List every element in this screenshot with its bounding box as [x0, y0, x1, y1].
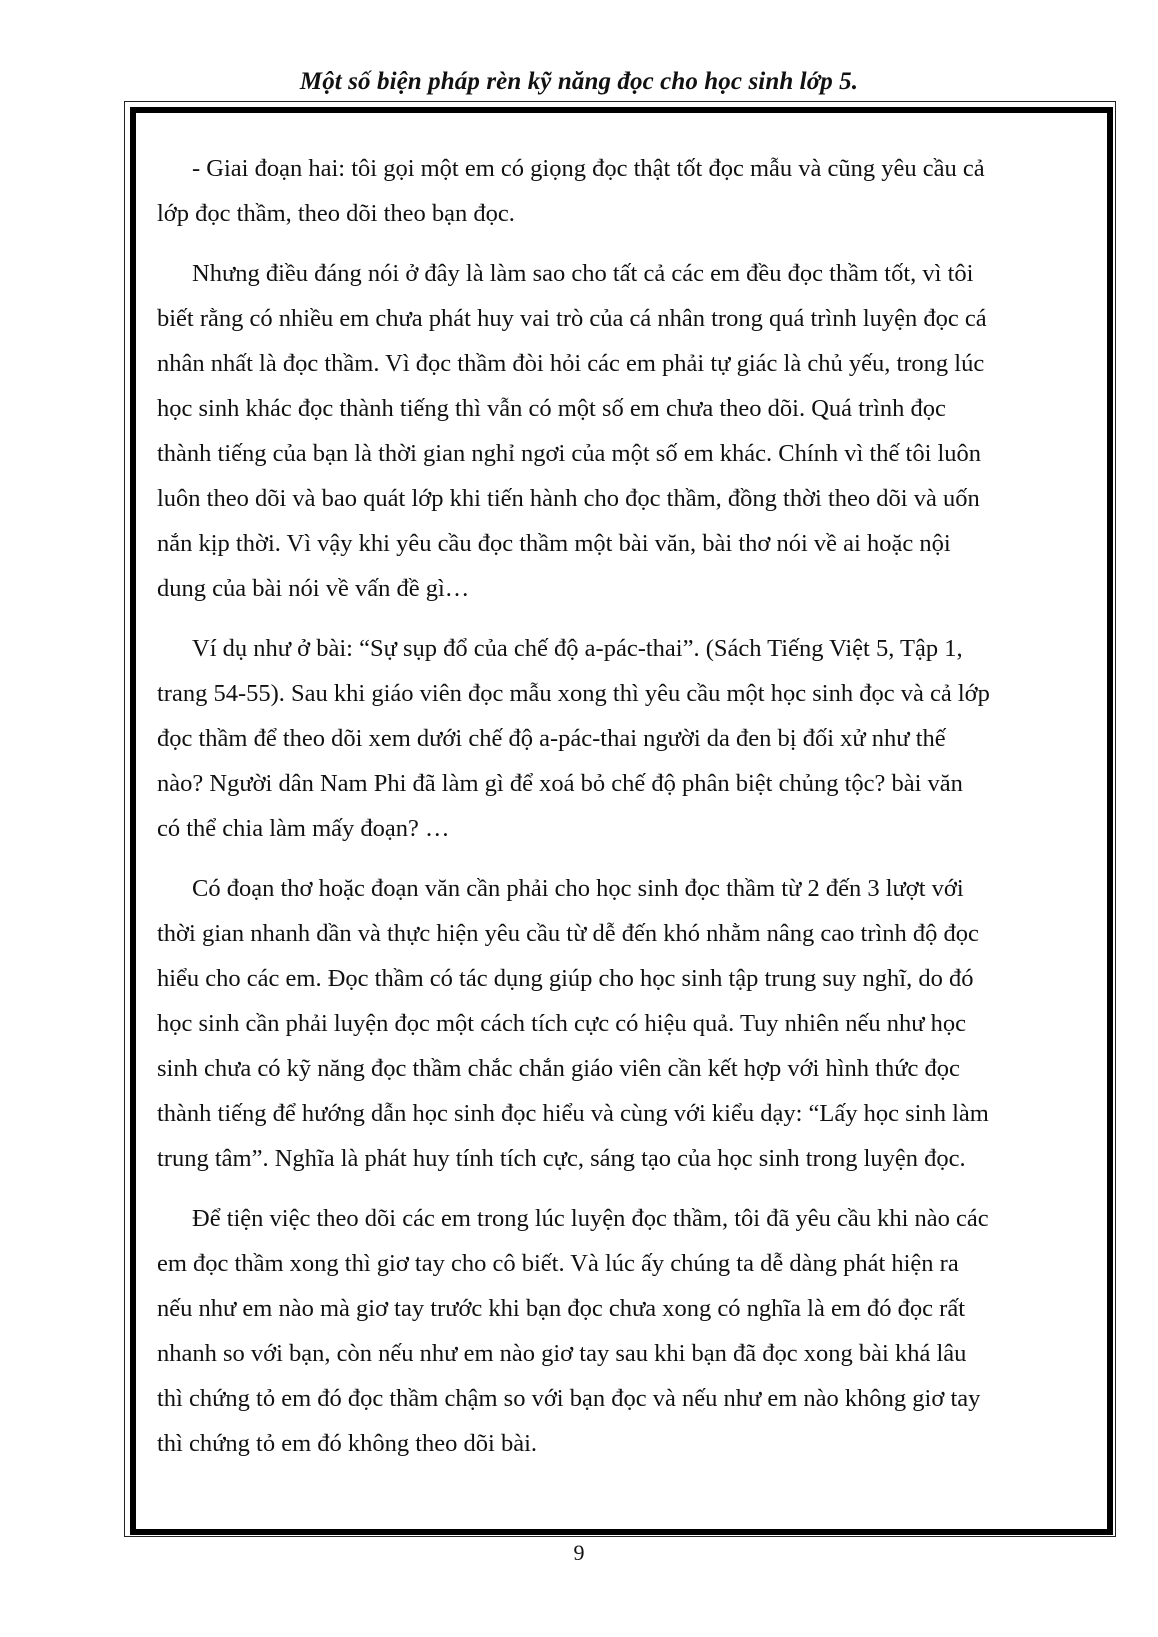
- text-line: nhân nhất là đọc thầm. Vì đọc thầm đòi hỏi các em phải tự giác là chủ yếu, trong lúc: [157, 350, 985, 377]
- text-line: có thể chia làm mấy đoạn? …: [157, 815, 450, 842]
- text-line: hiểu cho các em. Đọc thầm có tác dụng giúp cho học sinh tập trung suy nghĩ, do đó: [157, 965, 974, 992]
- text-line: nắn kịp thời. Vì vậy khi yêu cầu đọc thầm một bài văn, bài thơ nói về ai hoặc nội: [157, 530, 951, 557]
- page-header-title: Một số biện pháp rèn kỹ năng đọc cho học sinh lớp 5.: [299, 68, 859, 95]
- text-line: học sinh khác đọc thành tiếng thì vẫn có một số em chưa theo dõi. Quá trình đọc: [157, 395, 946, 422]
- text-line: Để tiện việc theo dõi các em trong lúc luyện đọc thầm, tôi đã yêu cầu khi nào các: [192, 1205, 989, 1232]
- text-line: thời gian nhanh dần và thực hiện yêu cầu từ dễ đến khó nhằm nâng cao trình độ đọc: [157, 920, 979, 947]
- text-line: thành tiếng của bạn là thời gian nghỉ ngơi của một số em khác. Chính vì thế tôi luôn: [157, 440, 982, 467]
- text-line: - Giai đoạn hai: tôi gọi một em có giọng đọc thật tốt đọc mẫu và cũng yêu cầu cả: [192, 155, 985, 182]
- text-line: thì chứng tỏ em đó không theo dõi bài.: [157, 1430, 538, 1457]
- text-line: Nhưng điều đáng nói ở đây là làm sao cho tất cả các em đều đọc thầm tốt, vì tôi: [192, 260, 974, 287]
- text-line: nếu như em nào mà giơ tay trước khi bạn đọc chưa xong có nghĩa là em đó đọc rất: [157, 1295, 965, 1322]
- text-line: trung tâm”. Nghĩa là phát huy tính tích cực, sáng tạo của học sinh trong luyện đọc.: [157, 1145, 966, 1172]
- text-line: nhanh so với bạn, còn nếu như em nào giơ tay sau khi bạn đã đọc xong bài khá lâu: [157, 1340, 967, 1367]
- text-line: em đọc thầm xong thì giơ tay cho cô biết. Và lúc ấy chúng ta dễ dàng phát hiện ra: [157, 1250, 959, 1277]
- text-line: luôn theo dõi và bao quát lớp khi tiến hành cho đọc thầm, đồng thời theo dõi và uốn: [157, 485, 980, 512]
- text-line: thì chứng tỏ em đó đọc thầm chậm so với bạn đọc và nếu như em nào không giơ tay: [157, 1385, 981, 1412]
- text-line: đọc thầm để theo dõi xem dưới chế độ a-pác-thai người da đen bị đối xử như thế: [157, 725, 946, 752]
- text-line: biết rằng có nhiều em chưa phát huy vai trò của cá nhân trong quá trình luyện đọc cá: [157, 305, 987, 332]
- text-line: sinh chưa có kỹ năng đọc thầm chắc chắn giáo viên cần kết hợp với hình thức đọc: [157, 1055, 960, 1082]
- text-line: nào? Người dân Nam Phi đã làm gì để xoá bỏ chế độ phân biệt chủng tộc? bài văn: [157, 770, 963, 797]
- text-line: học sinh cần phải luyện đọc một cách tích cực có hiệu quả. Tuy nhiên nếu như học: [157, 1010, 967, 1037]
- text-line: dung của bài nói về vấn đề gì…: [157, 575, 470, 602]
- text-line: trang 54-55). Sau khi giáo viên đọc mẫu xong thì yêu cầu một học sinh đọc và cả lớp: [157, 680, 990, 707]
- text-line: Có đoạn thơ hoặc đoạn văn cần phải cho học sinh đọc thầm từ 2 đến 3 lượt với: [192, 875, 964, 902]
- page-number: 9: [573, 1540, 585, 1565]
- text-line: lớp đọc thầm, theo dõi theo bạn đọc.: [157, 200, 515, 227]
- text-line: thành tiếng để hướng dẫn học sinh đọc hiểu và cùng với kiểu dạy: “Lấy học sinh làm: [157, 1100, 989, 1127]
- text-line: Ví dụ như ở bài: “Sự sụp đổ của chế độ a-pác-thai”. (Sách Tiếng Việt 5, Tập 1,: [192, 635, 963, 662]
